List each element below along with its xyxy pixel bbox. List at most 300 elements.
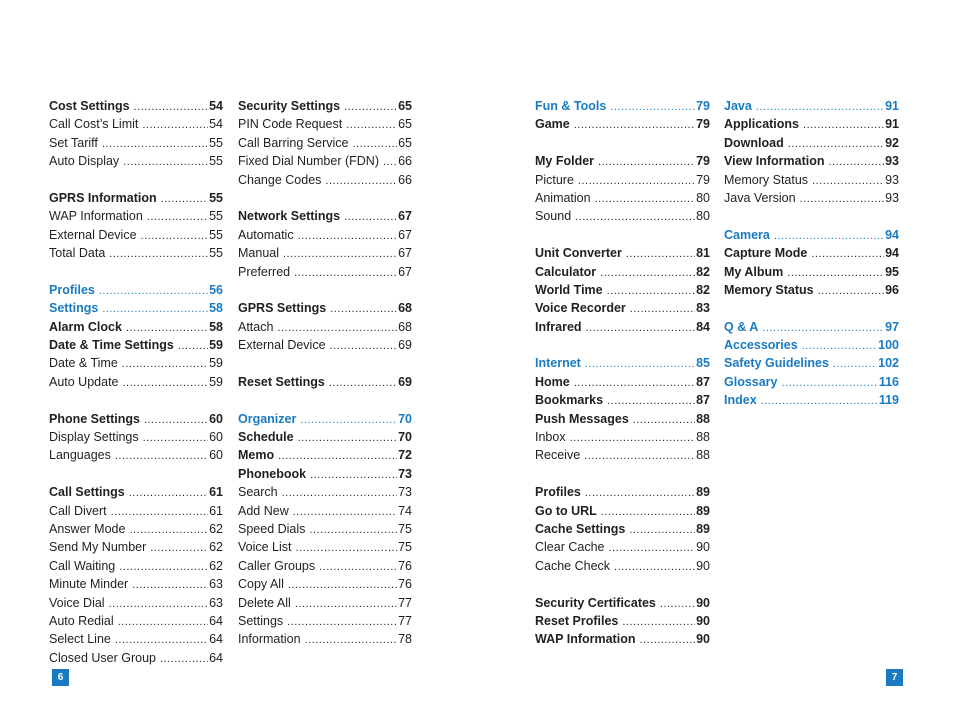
- toc-entry[interactable]: [238, 594, 412, 612]
- toc-entry-page: 95: [885, 264, 899, 279]
- toc-entry-label: Caller Groups: [238, 558, 316, 573]
- toc-column-2: [238, 97, 412, 649]
- toc-entry[interactable]: [238, 115, 412, 133]
- toc-entry[interactable]: [535, 318, 710, 336]
- toc-entry-label: Phone Settings: [49, 411, 140, 426]
- toc-entry-label: GPRS Settings: [238, 301, 327, 316]
- toc-entry-page: 91: [885, 117, 899, 132]
- dot-leader: [294, 264, 397, 282]
- toc-entry-label: Display Settings: [49, 430, 139, 445]
- toc-entry-label: Profiles: [49, 282, 95, 297]
- toc-entry-label: Network Settings: [238, 209, 341, 224]
- toc-entry[interactable]: [49, 189, 223, 207]
- toc-entry-page: 66: [398, 172, 412, 187]
- toc-entry-page: 55: [209, 209, 223, 224]
- toc-entry-page: 60: [209, 430, 223, 445]
- toc-entry-label: Home: [535, 374, 570, 389]
- toc-entry-label: Schedule: [238, 430, 294, 445]
- toc-entry[interactable]: [49, 649, 223, 667]
- dot-leader: [352, 135, 397, 153]
- toc-entry-label: Bookmarks: [535, 393, 604, 408]
- dot-leader: [607, 282, 695, 300]
- dot-leader: [788, 135, 884, 153]
- toc-entry[interactable]: [49, 244, 223, 262]
- toc-entry-page: 65: [398, 117, 412, 132]
- toc-entry[interactable]: [535, 612, 710, 630]
- toc-section-entry[interactable]: [238, 410, 412, 428]
- toc-entry-page: 79: [696, 154, 710, 169]
- toc-entry-label: Accessories: [724, 338, 798, 353]
- toc-entry-page: 64: [209, 613, 223, 628]
- toc-entry-label: Copy All: [238, 577, 284, 592]
- toc-entry[interactable]: [238, 373, 412, 391]
- toc-entry[interactable]: [49, 373, 223, 391]
- toc-entry[interactable]: [238, 575, 412, 593]
- dot-leader: [575, 208, 695, 226]
- toc-entry-label: Information: [238, 632, 301, 647]
- dot-leader: [811, 245, 884, 263]
- toc-entry-page: 87: [696, 393, 710, 408]
- dot-leader: [383, 153, 397, 171]
- toc-entry-label: Reset Settings: [238, 374, 325, 389]
- toc-section-entry[interactable]: [535, 354, 710, 372]
- dot-leader: [802, 337, 877, 355]
- toc-entry-label: Settings: [49, 301, 99, 316]
- toc-entry[interactable]: [535, 207, 710, 225]
- toc-entry-page: 79: [696, 99, 710, 113]
- toc-entry-page: 97: [885, 319, 899, 334]
- dot-leader: [310, 466, 397, 484]
- toc-entry-page: 67: [398, 264, 412, 279]
- dot-leader: [574, 116, 695, 134]
- toc-entry[interactable]: [535, 410, 710, 428]
- toc-entry[interactable]: [49, 336, 223, 354]
- toc-entry-label: My Folder: [535, 154, 595, 169]
- toc-entry-label: Languages: [49, 448, 111, 463]
- toc-entry[interactable]: [535, 281, 710, 299]
- toc-entry[interactable]: [49, 575, 223, 593]
- toc-entry-page: 80: [696, 190, 710, 205]
- dot-leader: [143, 429, 208, 447]
- toc-entry[interactable]: [49, 207, 223, 225]
- toc-column-4: [724, 97, 899, 410]
- dot-leader: [109, 595, 209, 613]
- dot-leader: [584, 447, 695, 465]
- dot-leader: [99, 282, 208, 300]
- toc-entry-label: Memory Status: [724, 172, 809, 187]
- toc-entry-label: Download: [724, 135, 784, 150]
- toc-entry-label: Glossary: [724, 374, 778, 389]
- dot-leader: [282, 484, 397, 502]
- toc-entry[interactable]: [238, 171, 412, 189]
- toc-entry[interactable]: [238, 318, 412, 336]
- toc-entry-page: 88: [696, 448, 710, 463]
- toc-entry-label: Send My Number: [49, 540, 147, 555]
- toc-section-entry[interactable]: [535, 97, 710, 115]
- toc-entry-page: 92: [885, 135, 899, 150]
- toc-entry-page: 84: [696, 319, 710, 334]
- toc-entry[interactable]: [535, 263, 710, 281]
- toc-entry-page: 77: [398, 595, 412, 610]
- toc-entry-page: 75: [398, 540, 412, 555]
- toc-entry[interactable]: [535, 630, 710, 648]
- toc-column-3: [535, 97, 710, 649]
- dot-leader: [122, 355, 208, 373]
- toc-entry-label: Alarm Clock: [49, 319, 122, 334]
- toc-entry[interactable]: [238, 152, 412, 170]
- dot-leader: [144, 411, 208, 429]
- toc-entry-page: 74: [398, 503, 412, 518]
- dot-leader: [578, 172, 695, 190]
- toc-entry-label: Java: [724, 99, 752, 113]
- toc-entry-label: Minute Minder: [49, 577, 129, 592]
- dot-leader: [818, 282, 884, 300]
- toc-entry-page: 70: [398, 430, 412, 445]
- toc-entry-label: Applications: [724, 117, 800, 132]
- toc-entry-label: Safety Guidelines: [724, 356, 829, 371]
- toc-entry[interactable]: [49, 152, 223, 170]
- dot-leader: [178, 337, 208, 355]
- dot-leader: [293, 503, 397, 521]
- toc-entry[interactable]: [724, 244, 899, 262]
- toc-entry-page: 73: [398, 466, 412, 481]
- toc-entry[interactable]: [535, 538, 710, 556]
- toc-entry-page: 82: [696, 264, 710, 279]
- toc-section-entry[interactable]: [724, 391, 899, 409]
- toc-entry-label: Speed Dials: [238, 521, 306, 536]
- toc-section-entry[interactable]: [724, 318, 899, 336]
- toc-entry[interactable]: [49, 115, 223, 133]
- dot-leader: [330, 300, 397, 318]
- dot-leader: [161, 190, 208, 208]
- toc-entry-page: 90: [696, 558, 710, 573]
- toc-entry-label: Manual: [238, 246, 279, 261]
- toc-entry-page: 75: [398, 521, 412, 536]
- toc-section-entry[interactable]: [724, 97, 899, 115]
- toc-entry[interactable]: [49, 134, 223, 152]
- toc-entry-page: 90: [696, 540, 710, 555]
- toc-entry-label: Attach: [238, 319, 274, 334]
- toc-entry-page: 87: [696, 374, 710, 389]
- toc-entry-page: 58: [209, 301, 223, 316]
- toc-entry-label: Voice List: [238, 540, 292, 555]
- toc-entry-label: PIN Code Request: [238, 117, 343, 132]
- toc-entry-page: 55: [209, 154, 223, 169]
- dot-leader: [787, 264, 884, 282]
- toc-entry-label: Cost Settings: [49, 99, 130, 113]
- toc-entry-page: 102: [878, 356, 899, 371]
- toc-entry-page: 68: [398, 319, 412, 334]
- dot-leader: [115, 447, 208, 465]
- toc-entry-label: Infrared: [535, 319, 582, 334]
- toc-entry-label: Date & Time: [49, 356, 118, 371]
- dot-leader: [283, 245, 397, 263]
- toc-entry[interactable]: [238, 428, 412, 446]
- dot-leader: [102, 135, 208, 153]
- toc-entry-label: External Device: [238, 338, 326, 353]
- dot-leader: [600, 264, 695, 282]
- toc-entry-label: Automatic: [238, 227, 294, 242]
- dot-leader: [803, 116, 884, 134]
- toc-entry[interactable]: [238, 520, 412, 538]
- toc-section-entry[interactable]: [724, 336, 899, 354]
- toc-entry[interactable]: [49, 612, 223, 630]
- toc-entry-label: Capture Mode: [724, 246, 808, 261]
- toc-entry-page: 94: [885, 246, 899, 261]
- toc-section-entry[interactable]: [724, 354, 899, 372]
- toc-entry-label: View Information: [724, 154, 825, 169]
- dot-leader: [622, 613, 695, 631]
- toc-entry[interactable]: [49, 318, 223, 336]
- dot-leader: [147, 208, 208, 226]
- dot-leader: [812, 172, 884, 190]
- dot-leader: [111, 503, 208, 521]
- toc-entry-page: 60: [209, 448, 223, 463]
- toc-entry-page: 88: [696, 430, 710, 445]
- toc-entry-page: 76: [398, 577, 412, 592]
- toc-entry[interactable]: [535, 391, 710, 409]
- dot-leader: [123, 153, 208, 171]
- toc-entry[interactable]: [535, 299, 710, 317]
- toc-section-entry[interactable]: [49, 299, 223, 317]
- toc-entry[interactable]: [535, 520, 710, 538]
- dot-leader: [126, 319, 208, 337]
- toc-entry-page: 91: [885, 99, 899, 113]
- toc-entry[interactable]: [535, 446, 710, 464]
- toc-entry-label: Security Settings: [238, 99, 341, 113]
- toc-entry-label: Voice Recorder: [535, 301, 626, 316]
- toc-entry-page: 55: [209, 227, 223, 242]
- dot-leader: [598, 153, 695, 171]
- toc-entry-label: Profiles: [535, 485, 581, 500]
- dot-leader: [346, 116, 397, 134]
- dot-leader: [774, 227, 884, 245]
- toc-entry-page: 90: [696, 632, 710, 647]
- dot-leader: [782, 374, 878, 392]
- toc-entry-page: 82: [696, 282, 710, 297]
- toc-entry[interactable]: [238, 299, 412, 317]
- dot-leader: [633, 411, 695, 429]
- toc-entry-label: WAP Information: [535, 632, 636, 647]
- toc-entry-label: Total Data: [49, 246, 106, 261]
- toc-entry-page: 65: [398, 99, 412, 113]
- toc-entry-page: 61: [209, 503, 223, 518]
- toc-entry-label: Call Cost’s Limit: [49, 117, 139, 132]
- toc-entry-page: 58: [209, 319, 223, 334]
- toc-entry[interactable]: [535, 483, 710, 501]
- toc-entry[interactable]: [238, 134, 412, 152]
- toc-entry-page: 67: [398, 227, 412, 242]
- toc-entry[interactable]: [49, 428, 223, 446]
- toc-entry-page: 62: [209, 540, 223, 555]
- toc-entry[interactable]: [724, 152, 899, 170]
- toc-entry-label: Reset Profiles: [535, 613, 619, 628]
- toc-entry-page: 77: [398, 613, 412, 628]
- dot-leader: [319, 558, 397, 576]
- toc-entry[interactable]: [49, 594, 223, 612]
- toc-entry-page: 79: [696, 172, 710, 187]
- toc-entry[interactable]: [238, 612, 412, 630]
- toc-entry-label: Closed User Group: [49, 650, 156, 665]
- toc-entry[interactable]: [724, 115, 899, 133]
- toc-entry[interactable]: [535, 244, 710, 262]
- toc-entry-label: Push Messages: [535, 411, 629, 426]
- toc-entry[interactable]: [238, 446, 412, 464]
- dot-leader: [586, 319, 696, 337]
- dot-leader: [639, 631, 695, 649]
- toc-section-entry[interactable]: [724, 373, 899, 391]
- dot-leader: [298, 227, 398, 245]
- toc-entry-page: 72: [398, 448, 412, 463]
- toc-entry-label: Settings: [238, 613, 284, 628]
- toc-entry[interactable]: [724, 281, 899, 299]
- toc-entry-label: Fun & Tools: [535, 99, 607, 113]
- toc-entry[interactable]: [238, 502, 412, 520]
- dot-leader: [141, 227, 209, 245]
- toc-entry-label: WAP Information: [49, 209, 143, 224]
- dot-leader: [119, 558, 208, 576]
- toc-entry-label: Calculator: [535, 264, 597, 279]
- toc-entry[interactable]: [238, 244, 412, 262]
- toc-entry-label: Answer Mode: [49, 521, 126, 536]
- toc-entry[interactable]: [724, 134, 899, 152]
- toc-entry[interactable]: [238, 336, 412, 354]
- toc-entry-page: 119: [878, 393, 899, 408]
- toc-entry-label: Delete All: [238, 595, 291, 610]
- toc-entry-label: My Album: [724, 264, 784, 279]
- toc-entry-page: 90: [696, 613, 710, 628]
- toc-entry[interactable]: [49, 557, 223, 575]
- toc-entry-label: Fixed Dial Number (FDN): [238, 154, 379, 169]
- dot-leader: [629, 521, 695, 539]
- toc-entry-page: 116: [878, 374, 899, 389]
- toc-entry[interactable]: [535, 594, 710, 612]
- toc-entry-page: 80: [696, 209, 710, 224]
- toc-entry-label: Set Tariff: [49, 135, 98, 150]
- toc-entry[interactable]: [535, 373, 710, 391]
- toc-entry[interactable]: [535, 428, 710, 446]
- toc-entry-page: 64: [209, 650, 223, 665]
- toc-entry[interactable]: [49, 354, 223, 372]
- toc-entry-label: Memory Status: [724, 282, 814, 297]
- toc-section-entry[interactable]: [724, 226, 899, 244]
- toc-entry[interactable]: [49, 538, 223, 556]
- dot-leader: [160, 650, 208, 668]
- dot-leader: [287, 613, 397, 631]
- toc-entry-label: Camera: [724, 227, 770, 242]
- toc-section-entry[interactable]: [49, 281, 223, 299]
- toc-entry-page: 78: [398, 632, 412, 647]
- toc-entry-label: Clear Cache: [535, 540, 605, 555]
- toc-entry[interactable]: [238, 557, 412, 575]
- toc-entry-page: 68: [398, 301, 412, 316]
- toc-entry-label: Go to URL: [535, 503, 597, 518]
- dot-leader: [607, 392, 695, 410]
- toc-entry[interactable]: [49, 502, 223, 520]
- toc-entry[interactable]: [49, 520, 223, 538]
- toc-entry[interactable]: [535, 557, 710, 575]
- toc-entry-page: 93: [885, 190, 899, 205]
- dot-leader: [309, 521, 397, 539]
- page-number-right: 7: [886, 669, 903, 686]
- toc-entry[interactable]: [238, 207, 412, 225]
- toc-entry[interactable]: [535, 152, 710, 170]
- toc-entry[interactable]: [724, 263, 899, 281]
- toc-entry-page: 90: [696, 595, 710, 610]
- toc-entry[interactable]: [535, 189, 710, 207]
- dot-leader: [660, 595, 695, 613]
- toc-entry[interactable]: [535, 115, 710, 133]
- dot-leader: [344, 208, 397, 226]
- toc-entry-page: 81: [696, 246, 710, 261]
- dot-leader: [585, 355, 695, 373]
- toc-entry[interactable]: [724, 189, 899, 207]
- toc-entry[interactable]: [238, 465, 412, 483]
- toc-entry-page: 88: [696, 411, 710, 426]
- toc-entry[interactable]: [535, 502, 710, 520]
- toc-entry-page: 76: [398, 558, 412, 573]
- toc-entry[interactable]: [238, 483, 412, 501]
- toc-entry-page: 100: [878, 338, 899, 353]
- toc-entry[interactable]: [49, 97, 223, 115]
- toc-column-1: [49, 97, 223, 667]
- dot-leader: [132, 576, 208, 594]
- dot-leader: [608, 539, 695, 557]
- toc-entry-label: Call Waiting: [49, 558, 116, 573]
- dot-leader: [288, 576, 397, 594]
- toc-entry-page: 66: [398, 154, 412, 169]
- toc-entry[interactable]: [238, 263, 412, 281]
- dot-leader: [601, 503, 695, 521]
- dot-leader: [109, 245, 208, 263]
- dot-leader: [298, 429, 398, 447]
- toc-entry-label: Search: [238, 485, 278, 500]
- dot-leader: [585, 484, 695, 502]
- toc-entry-label: External Device: [49, 227, 137, 242]
- dot-leader: [129, 484, 208, 502]
- dot-leader: [129, 521, 208, 539]
- toc-entry-label: Picture: [535, 172, 574, 187]
- toc-entry[interactable]: [238, 226, 412, 244]
- toc-entry-page: 62: [209, 558, 223, 573]
- dot-leader: [761, 392, 878, 410]
- dot-leader: [295, 595, 397, 613]
- toc-entry[interactable]: [49, 630, 223, 648]
- dot-leader: [626, 245, 695, 263]
- toc-entry-page: 96: [885, 282, 899, 297]
- toc-entry[interactable]: [238, 97, 412, 115]
- toc-entry-page: 55: [209, 135, 223, 150]
- toc-entry[interactable]: [238, 538, 412, 556]
- toc-entry-page: 63: [209, 595, 223, 610]
- toc-entry-label: Call Divert: [49, 503, 107, 518]
- toc-entry[interactable]: [49, 410, 223, 428]
- dot-leader: [118, 613, 208, 631]
- toc-entry[interactable]: [49, 446, 223, 464]
- toc-entry-page: 59: [209, 338, 223, 353]
- toc-entry[interactable]: [49, 226, 223, 244]
- toc-entry-page: 61: [209, 485, 223, 500]
- dot-leader: [278, 447, 397, 465]
- toc-entry[interactable]: [535, 171, 710, 189]
- toc-entry-label: Internet: [535, 356, 581, 371]
- toc-entry[interactable]: [724, 171, 899, 189]
- toc-entry-label: Auto Display: [49, 154, 120, 169]
- toc-entry-page: 64: [209, 632, 223, 647]
- toc-entry[interactable]: [49, 483, 223, 501]
- toc-entry-page: 89: [696, 503, 710, 518]
- toc-entry[interactable]: [238, 630, 412, 648]
